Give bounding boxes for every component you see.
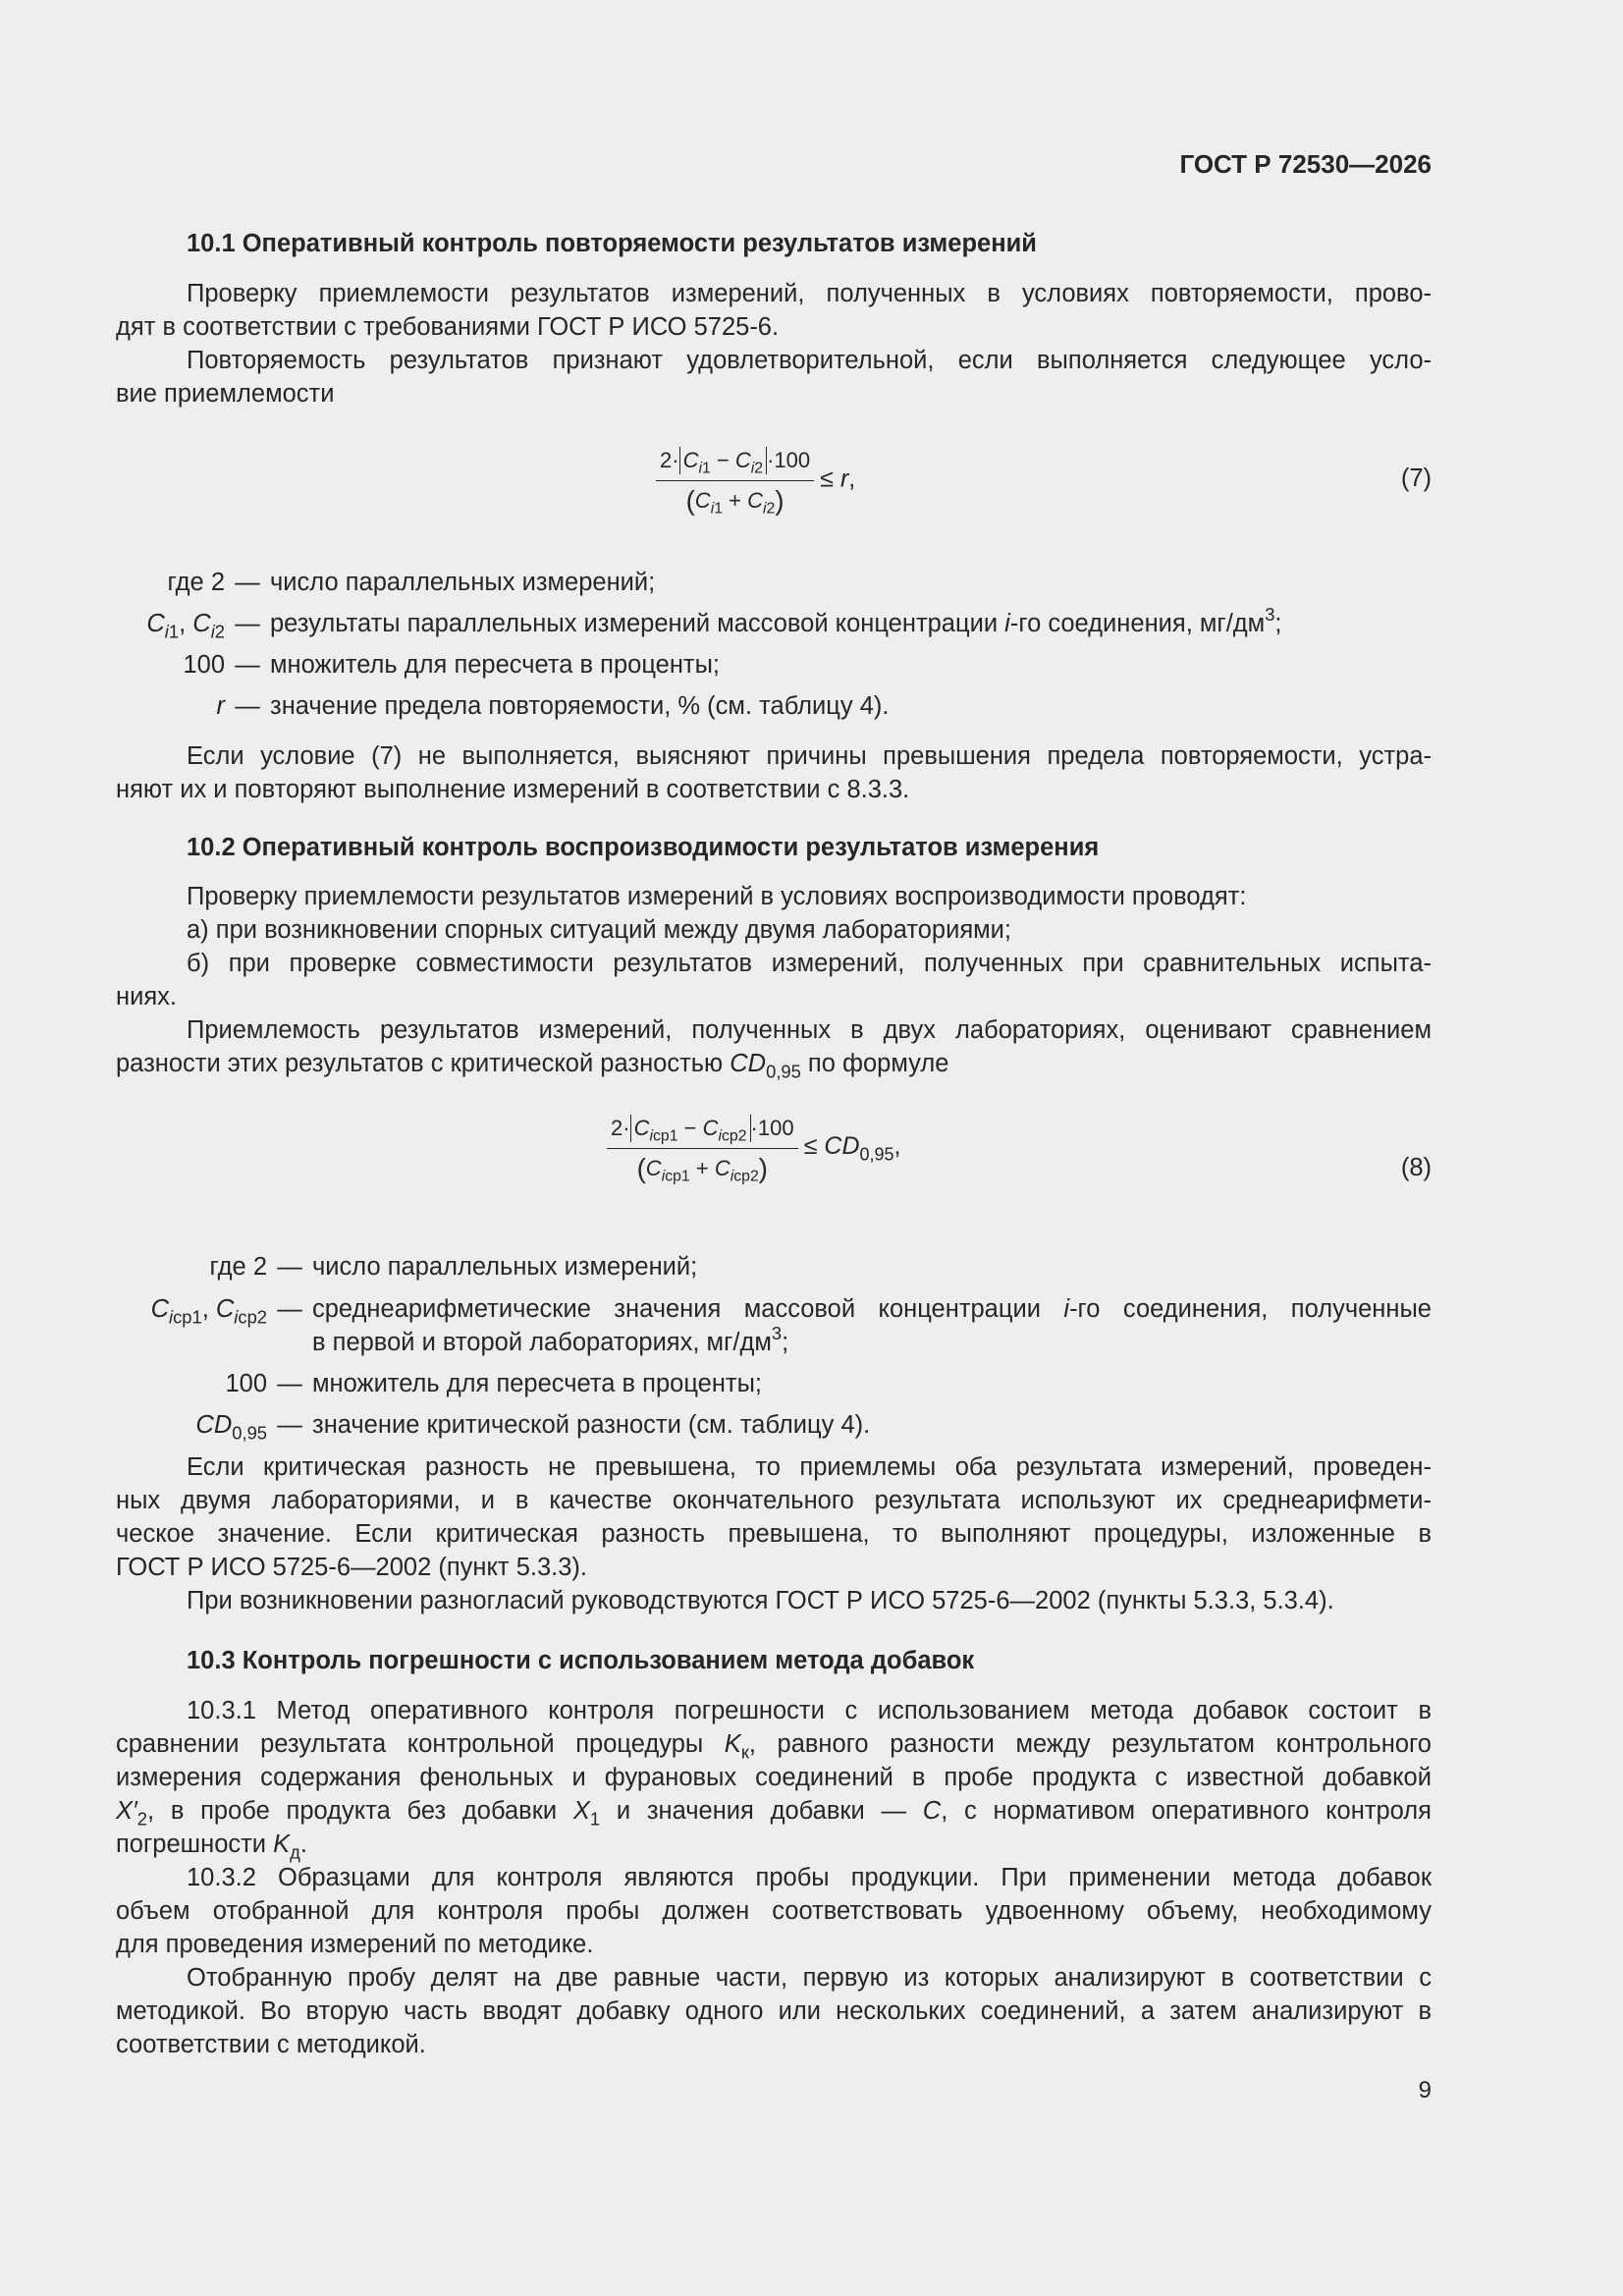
text-line: няют их и повторяют выполнение измерений в соответствии с 8.3.3. xyxy=(116,776,910,803)
text-line: погрешности $K_д$. xyxy=(116,1831,307,1863)
where-text: среднеарифметические значения массовой концентрации i-го соединения, полученные в первой и второй лабораториях, $мг/дм^3$; xyxy=(312,1295,1432,1356)
where-text: число параллельных измерений; xyxy=(270,569,656,596)
where-text: число параллельных измерений; xyxy=(312,1253,698,1281)
where-term: 100 xyxy=(225,1370,267,1397)
paragraph xyxy=(116,1694,1432,2061)
text-line: Отобранную пробу делят на две равные части, первую из которых анализируют в соответствии с xyxy=(187,1964,1432,1992)
text-line: дят в соответствии с требованиями ГОСТ Р ИСО 5725-6. xyxy=(116,313,780,341)
text-line: 10.3.2 Образцами для контроля являются пробы продукции. При применении метода добавок xyxy=(187,1864,1432,1891)
where-term: 100 xyxy=(183,651,225,679)
text-line: разности этих результатов с критической разностью $CD_{0,95}$ по формуле xyxy=(116,1050,949,1082)
text-line: 10.3.1 Метод оперативного контроля погрешности с использованием метода добавок состоит в xyxy=(187,1697,1432,1724)
text-line: вие приемлемости xyxy=(116,380,335,408)
where-item: $C_{i1}$, $C_{i2}$ — результаты параллельных измерений массовой концентрации i-го соединения, $мг/дм^3$; xyxy=(116,607,1432,640)
text-line: объем отобранной для контроля пробы должен соответствовать удвоенному объему, необходимому xyxy=(116,1897,1432,1925)
where-term: где 2 xyxy=(209,1253,267,1281)
text-line: Проверку приемлемости результатов измерений, полученных в условиях повторяемости, прово- xyxy=(187,280,1432,307)
list-item: б) при проверке совместимости результатов измерений, полученных при сравнительных испыта- xyxy=(187,950,1432,977)
where-item: $CD_{0,95}$ — значение критической разности (см. таблицу 4). xyxy=(116,1408,1432,1442)
section-10-3 xyxy=(116,1644,1432,1677)
text-line: ческое значение. Если критическая разность превышена, то выполняют процедуры, изложенные в xyxy=(116,1520,1432,1548)
text-line: При возникновении разногласий руководствуются ГОСТ Р ИСО 5725-6—2002 (пункты 5.3.3, 5.3.4). xyxy=(187,1587,1334,1614)
text-line: $X'_2$, в пробе продукта без добавки $X_1$ и значения добавки — C, с нормативом оперативного контроля xyxy=(116,1797,1432,1830)
equation-number: (7) xyxy=(1400,465,1432,492)
where-item: где 2 — число параллельных измерений; xyxy=(116,566,1432,599)
text-line: ниях. xyxy=(116,983,177,1011)
where-item: $C_{iср1}$, $C_{iср2}$ — среднеарифметические значения массовой концентрации i-го соединения, полученные в первой и второй лабораториях, $мг/дм^3$; xyxy=(116,1292,1432,1359)
text-line: Если условие (7) не выполняется, выясняют причины превышения предела повторяемости, устра- xyxy=(187,742,1432,770)
where-text: множитель для пересчета в проценты; xyxy=(270,651,721,679)
text-line: соответствии с методикой. xyxy=(116,2031,426,2058)
where-text: множитель для пересчета в проценты; xyxy=(312,1370,763,1397)
text-line: для проведения измерений по методике. xyxy=(116,1931,594,1958)
paragraph xyxy=(116,277,1432,410)
text-line: ных двумя лабораториями, и в качестве окончательного результата используют их среднеарифмети- xyxy=(116,1487,1432,1514)
page-number: 9 xyxy=(1418,2077,1432,2104)
where-item: 100 — множитель для пересчета в проценты; xyxy=(116,1367,1432,1400)
standard-number: ГОСТ Р 72530—2026 xyxy=(1179,149,1432,179)
formula-7: $\frac{2\cdot C_{i1} - C_{i2} \cdot 100}{(C_{i1} + C_{i2})}$ ≤ r, xyxy=(656,444,855,518)
text-line: Приемлемость результатов измерений, полученных в двух лабораториях, оценивают сравнением xyxy=(187,1016,1432,1044)
text-line: Если критическая разность не превышена, то приемлемы оба результата измерений, проведен- xyxy=(187,1453,1432,1481)
text-line: методикой. Во вторую часть вводят добавку одного или нескольких соединений, а затем анализируют в xyxy=(116,1997,1432,2025)
section-10-2 xyxy=(116,831,1432,864)
text-line: измерения содержания фенольных и фурановых соединений в пробе продукта с известной добавкой xyxy=(116,1764,1432,1791)
where-text: значение предела повторяемости, % (см. таблицу 4). xyxy=(270,692,890,720)
where-term: где 2 xyxy=(167,569,225,596)
paragraph xyxy=(116,880,1432,1080)
section-heading: 10.1 Оперативный контроль повторяемости результатов измерений xyxy=(187,230,1037,257)
where-item: 100 — множитель для пересчета в проценты; xyxy=(116,648,1432,682)
formula-8: $\frac{2\cdot C_{iср1} - C_{iср2} \cdot 100}{(C_{iср1} + C_{iср2})}$ ≤ $CD_{0,95}$, xyxy=(607,1112,901,1185)
section-heading: 10.2 Оперативный контроль воспроизводимости результатов измерения xyxy=(187,834,1100,861)
where-text: значение критической разности (см. таблицу 4). xyxy=(312,1411,871,1439)
text-line: сравнении результата контрольной процедуры $K_к$, равного разности между результатом контрольного xyxy=(116,1730,1432,1763)
text-line: Проверку приемлемости результатов измерений в условиях воспроизводимости проводят: xyxy=(187,883,1247,910)
section-heading: 10.3 Контроль погрешности с использованием метода добавок xyxy=(187,1647,975,1674)
where-term: $CD_{0,95}$ xyxy=(195,1411,267,1444)
where-item: где 2 — число параллельных измерений; xyxy=(116,1250,1432,1284)
where-item: r — значение предела повторяемости, % (см. таблицу 4). xyxy=(116,689,1432,723)
equation-number: (8) xyxy=(1400,1154,1432,1181)
where-text: результаты параллельных измерений массовой концентрации i-го соединения, $мг/дм^3$; xyxy=(270,603,1282,637)
list-item: а) при возникновении спорных ситуаций между двумя лабораториями; xyxy=(187,916,1011,944)
section-10-1 xyxy=(116,227,1432,260)
paragraph xyxy=(116,739,1432,806)
where-term: r xyxy=(216,692,225,720)
where-term: $C_{iср1}$, $C_{iср2}$ xyxy=(150,1295,267,1328)
text-line: ГОСТ Р ИСО 5725-6—2002 (пункт 5.3.3). xyxy=(116,1554,587,1581)
paragraph xyxy=(116,1450,1432,1617)
text-line: Повторяемость результатов признают удовлетворительной, если выполняется следующее усло- xyxy=(187,347,1432,374)
where-term: $C_{i1}$, $C_{i2}$ xyxy=(146,610,225,642)
